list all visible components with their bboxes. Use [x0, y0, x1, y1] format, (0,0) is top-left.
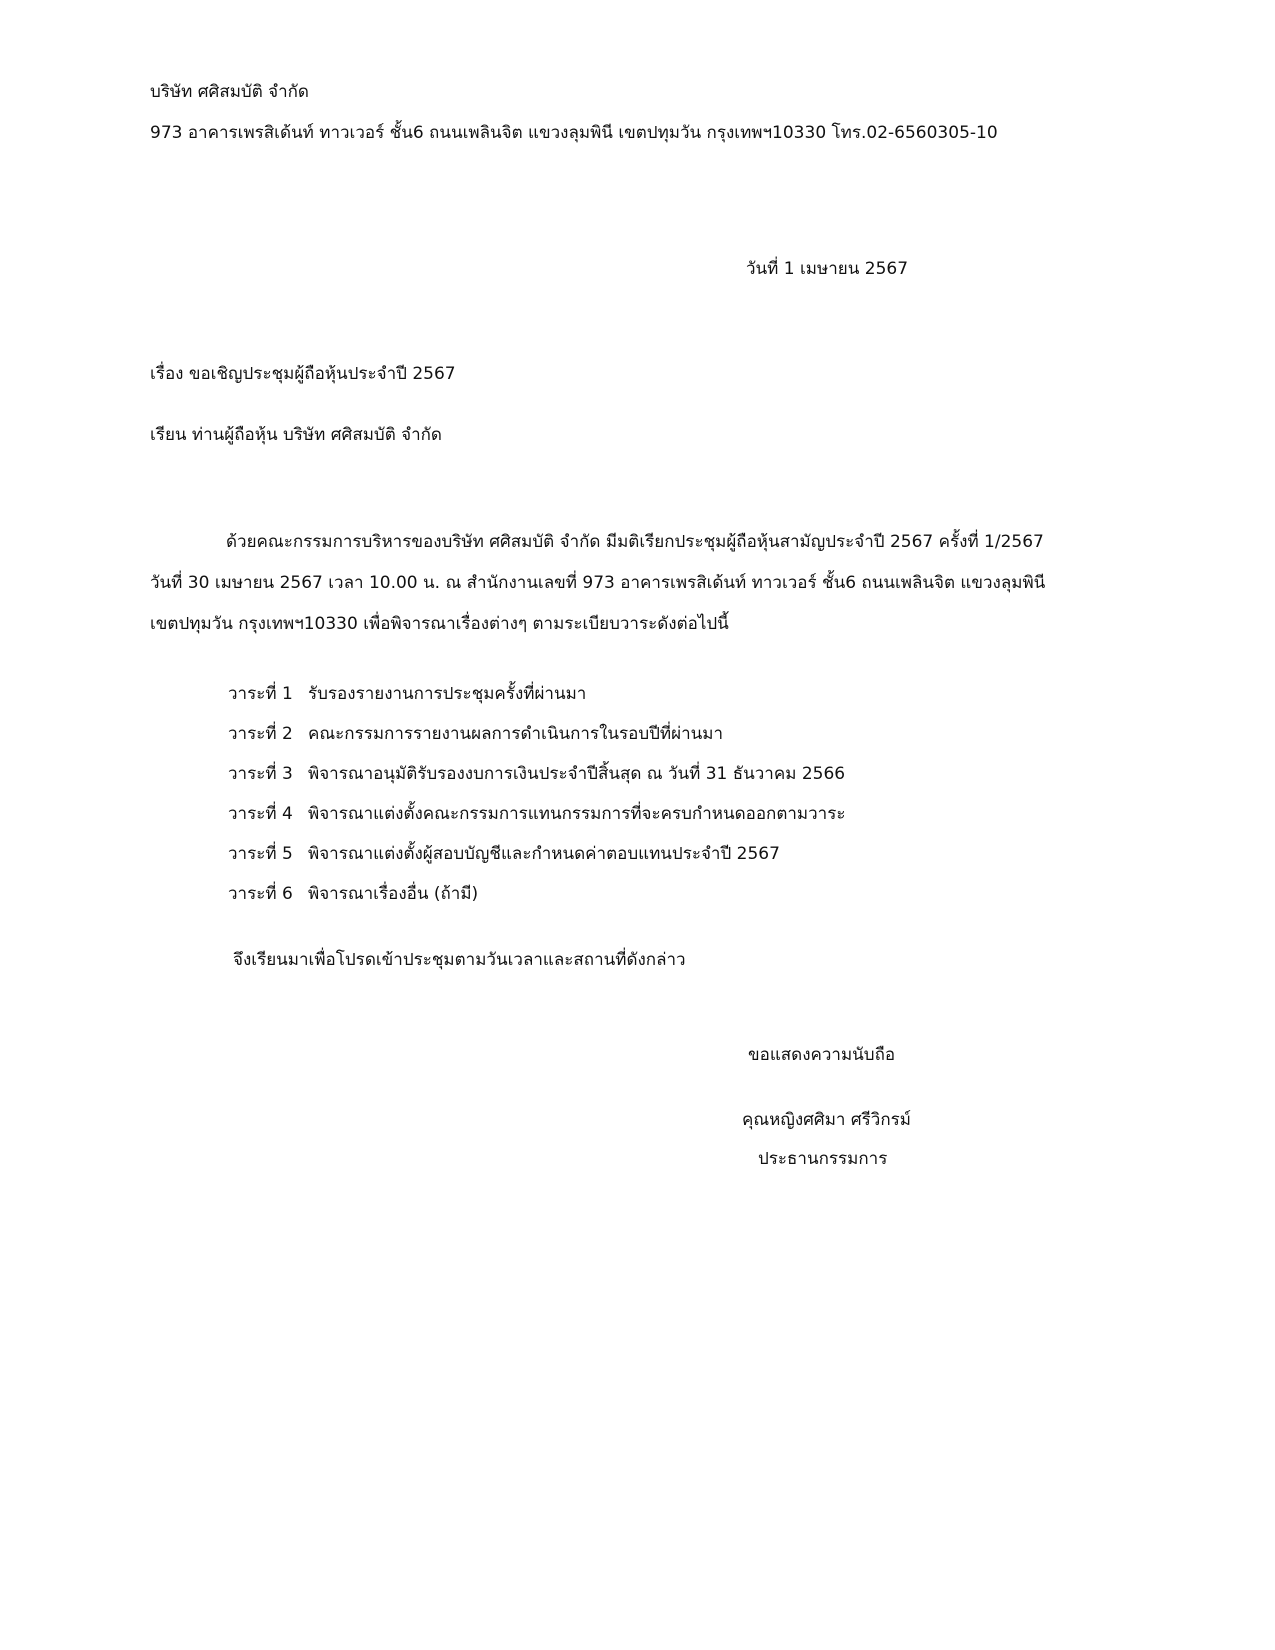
signer-title: ประธานกรรมการ: [758, 1149, 888, 1169]
agenda-label: วาระที่ 6: [228, 884, 293, 904]
agenda-label: วาระที่ 4: [228, 804, 293, 824]
body-line-3: เขตปทุมวัน กรุงเทพฯ10330 เพื่อพิจารณาเรื่องต่างๆ ตามระเบียบวาระดังต่อไปนี้: [150, 614, 729, 634]
agenda-label: วาระที่ 2: [228, 724, 293, 744]
closing-line: จึงเรียนมาเพื่อโปรดเข้าประชุมตามวันเวลาและสถานที่ดังกล่าว: [233, 950, 686, 970]
letter-date: วันที่ 1 เมษายน 2567: [746, 259, 909, 279]
agenda-text: รับรองรายงานการประชุมครั้งที่ผ่านมา: [308, 684, 587, 704]
agenda-item: [228, 762, 845, 802]
agenda-item: [228, 802, 845, 842]
signer-name: คุณหญิงศศิมา ศรีวิกรม์: [742, 1110, 911, 1130]
agenda-text: พิจารณาเรื่องอื่น (ถ้ามี): [308, 884, 479, 904]
letter-recipient: เรียน ท่านผู้ถือหุ้น บริษัท ศศิสมบัติ จำกัด: [150, 425, 442, 445]
agenda-item: [228, 722, 845, 762]
letter-subject: เรื่อง ขอเชิญประชุมผู้ถือหุ้นประจำปี 2567: [150, 364, 456, 384]
agenda-label: วาระที่ 3: [228, 764, 293, 784]
signature-regards: ขอแสดงความนับถือ: [748, 1045, 896, 1065]
agenda-list: [228, 682, 845, 922]
body-line-2: วันที่ 30 เมษายน 2567 เวลา 10.00 น. ณ สำนักงานเลขที่ 973 อาคารเพรสิเด้นท์ ทาวเวอร์ ชั้น6 ถนนเพลินจิต แขวงลุมพินี: [150, 573, 1046, 593]
agenda-item: [228, 682, 845, 722]
agenda-text: พิจารณาแต่งตั้งผู้สอบบัญชีและกำหนดค่าตอบแทนประจำปี 2567: [308, 844, 780, 864]
agenda-text: พิจารณาแต่งตั้งคณะกรรมการแทนกรรมการที่จะครบกำหนดออกตามวาระ: [308, 804, 846, 824]
body-line-1: ด้วยคณะกรรมการบริหารของบริษัท ศศิสมบัติ จำกัด มีมติเรียกประชุมผู้ถือหุ้นสามัญประจำปี 2567 ครั้งที่ 1/2567: [226, 532, 1044, 552]
agenda-text: พิจารณาอนุมัติรับรองงบการเงินประจำปีสิ้นสุด ณ วันที่ 31 ธันวาคม 2566: [308, 764, 846, 784]
agenda-label: วาระที่ 1: [228, 684, 293, 704]
company-address: 973 อาคารเพรสิเด้นท์ ทาวเวอร์ ชั้น6 ถนนเพลินจิต แขวงลุมพินี เขตปทุมวัน กรุงเทพฯ10330 โทร.02-6560305-10: [150, 123, 998, 143]
company-name: บริษัท ศศิสมบัติ จำกัด: [150, 82, 309, 102]
agenda-label: วาระที่ 5: [228, 844, 293, 864]
agenda-item: [228, 882, 845, 922]
agenda-text: คณะกรรมการรายงานผลการดำเนินการในรอบปีที่ผ่านมา: [308, 724, 723, 744]
agenda-item: [228, 842, 845, 882]
